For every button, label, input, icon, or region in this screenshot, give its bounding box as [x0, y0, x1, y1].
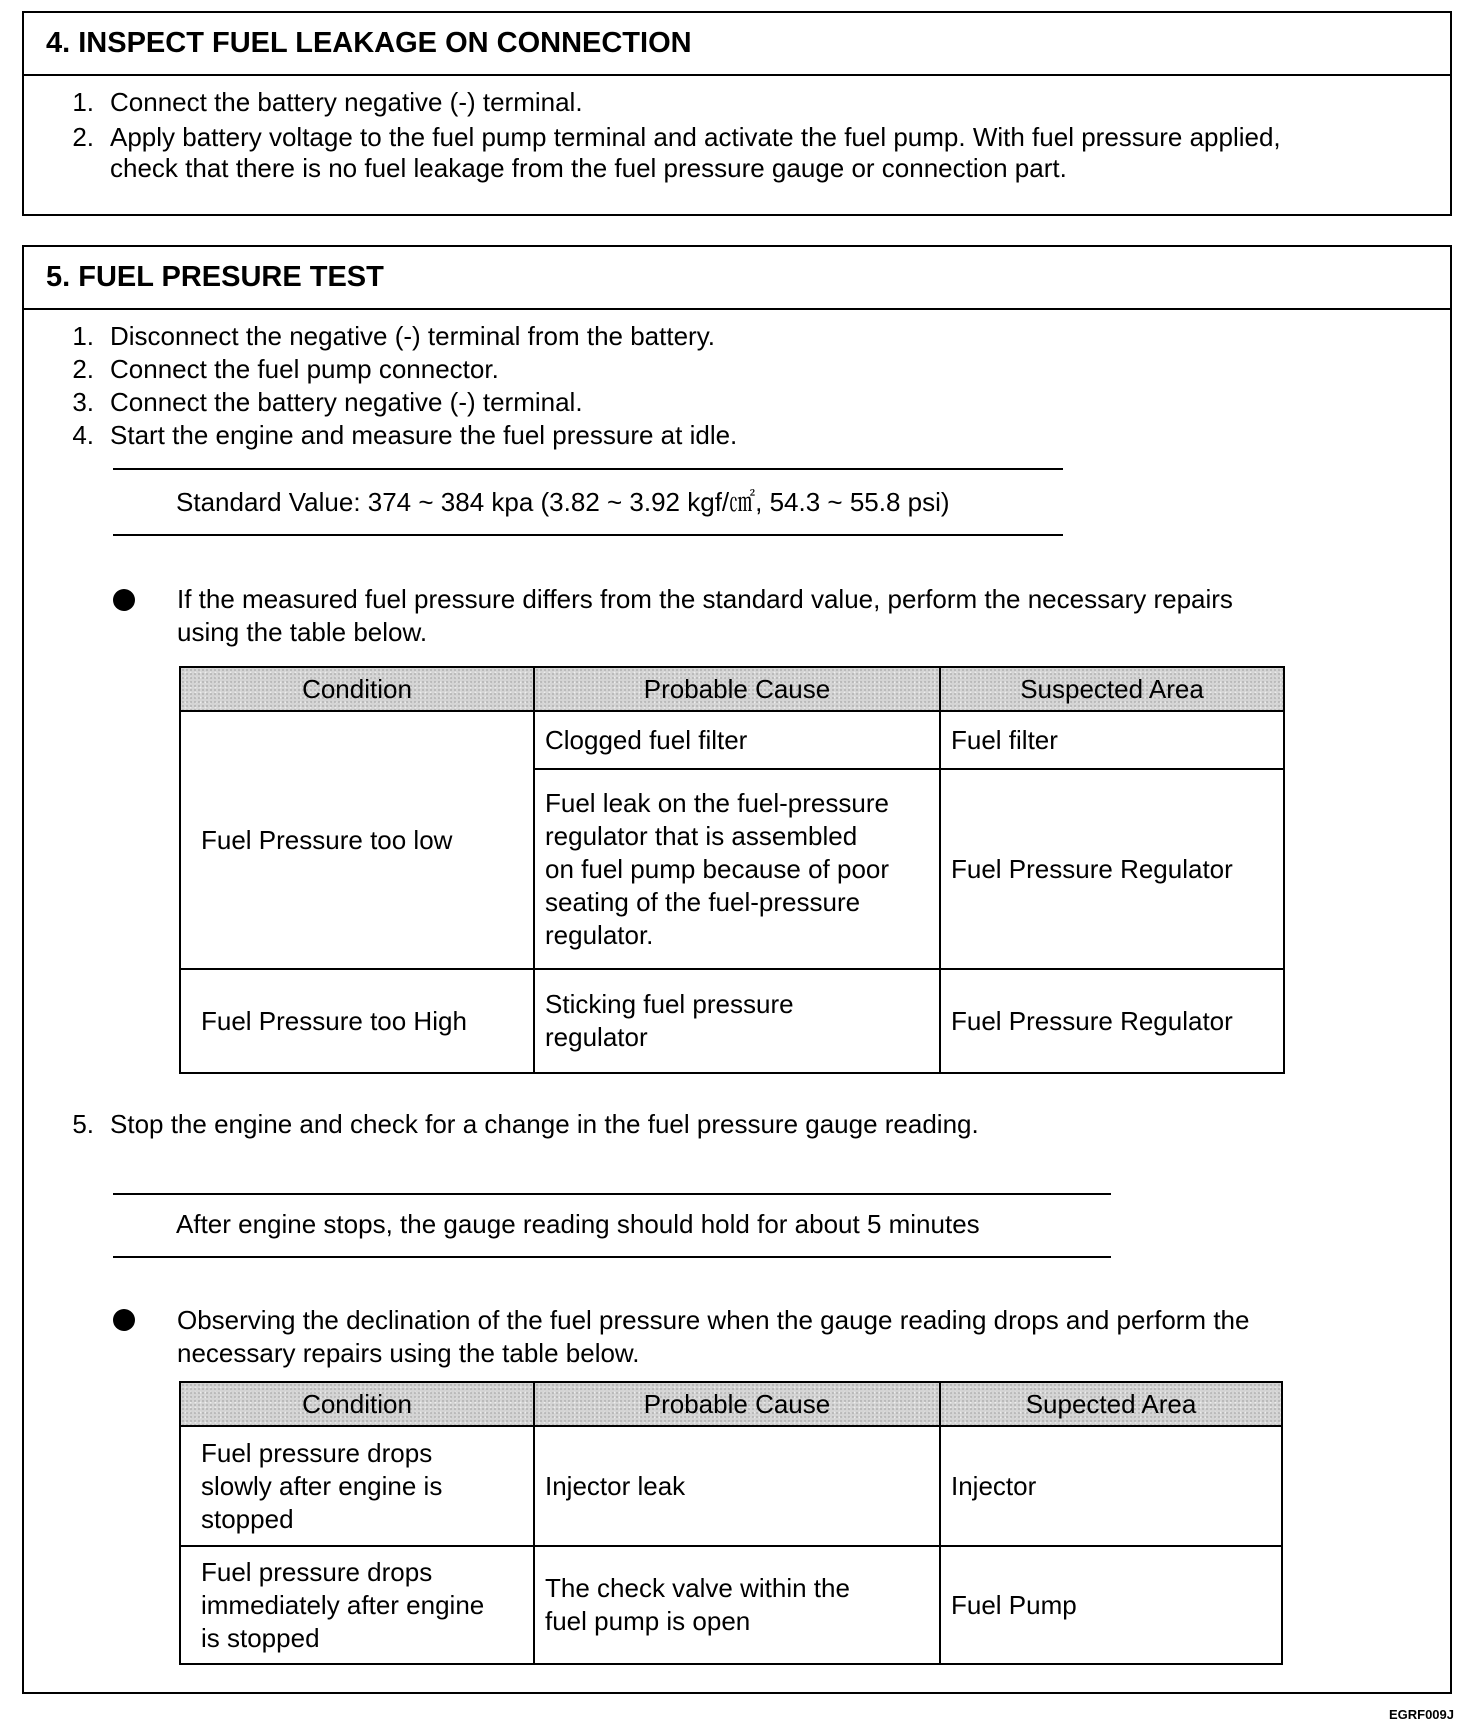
- col-header-condition: Condition: [180, 1382, 534, 1426]
- cause-cell: Fuel leak on the fuel-pressure regulator that is assembled on fuel pump because of poor seating of the fuel-pressure regulator.: [534, 769, 940, 969]
- table-row: [180, 1426, 1282, 1546]
- col-header-condition: Condition: [180, 667, 534, 711]
- hold-rule-bottom: [113, 1256, 1111, 1258]
- figure-code: EGRF009J: [1388, 1707, 1454, 1722]
- condition-cell: Fuel pressure drops immediately after engine is stopped: [180, 1546, 534, 1664]
- note-repair-table-2: Observing the declination of the fuel pressure when the gauge reading drops and perform the necessary repairs using the table below.: [177, 1305, 1250, 1368]
- standard-value: Standard Value: 374 ~ 384 kpa (3.82 ~ 3.92 kgf/㎠, 54.3 ~ 55.8 psi): [176, 487, 950, 517]
- condition-cell: Fuel pressure drops slowly after engine is stopped: [180, 1426, 534, 1546]
- condition-cell: Fuel Pressure too low: [180, 711, 534, 969]
- col-header-probable-cause: Probable Cause: [534, 667, 940, 711]
- section-5-title: 5. FUEL PRESURE TEST: [24, 247, 1450, 310]
- pressure-repair-table: [179, 666, 1285, 1074]
- cause-cell: Injector leak: [534, 1426, 940, 1546]
- condition-cell: Fuel Pressure too High: [180, 969, 534, 1073]
- area-cell: Fuel filter: [940, 711, 1284, 769]
- col-header-probable-cause: Probable Cause: [534, 1382, 940, 1426]
- hold-note: After engine stops, the gauge reading should hold for about 5 minutes: [176, 1209, 980, 1239]
- cause-cell: Clogged fuel filter: [534, 711, 940, 769]
- cause-cell: The check valve within the fuel pump is open: [534, 1546, 940, 1664]
- bullet-dot: [113, 589, 135, 611]
- area-cell: Fuel Pressure Regulator: [940, 769, 1284, 969]
- note-repair-table-1: If the measured fuel pressure differs from the standard value, perform the necessary repairs using the table below.: [177, 584, 1233, 647]
- table-row: [180, 969, 1284, 1073]
- col-header-suspected-area: Suspected Area: [940, 667, 1284, 711]
- area-cell: Fuel Pressure Regulator: [940, 969, 1284, 1073]
- area-cell: Injector: [940, 1426, 1282, 1546]
- table-row: [180, 711, 1284, 769]
- gauge-drop-repair-table: [179, 1381, 1283, 1665]
- section-4-title: 4. INSPECT FUEL LEAKAGE ON CONNECTION: [24, 13, 1450, 76]
- bullet-dot: [113, 1309, 135, 1331]
- col-header-suspected-area: Supected Area: [940, 1382, 1282, 1426]
- area-cell: Fuel Pump: [940, 1546, 1282, 1664]
- table-row: [180, 1546, 1282, 1664]
- spec-rule-top: [113, 468, 1063, 470]
- hold-rule-top: [113, 1193, 1111, 1195]
- cause-cell: Sticking fuel pressure regulator: [534, 969, 940, 1073]
- spec-rule-bottom: [113, 534, 1063, 536]
